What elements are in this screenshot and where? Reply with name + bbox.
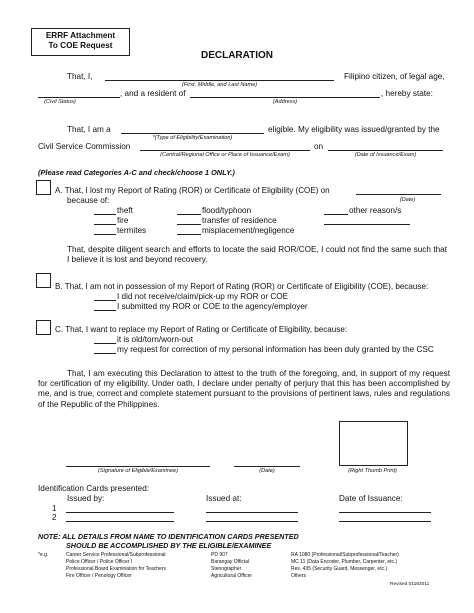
eg-col1-2: Police Officer / Police Officer I (66, 559, 133, 565)
fire-label: fire (117, 216, 129, 225)
correction-label: my request for correction of my personal information has been duly granted by the CSC (117, 345, 434, 354)
not-received-blank[interactable] (94, 300, 116, 301)
option-c-text: C. That, I want to replace my Report of Rating or Certificate of Eligibility, because: (55, 325, 348, 334)
civil-status-field[interactable] (38, 97, 120, 98)
eg-label: *e.g. (38, 552, 49, 558)
eligibility-type-field[interactable] (121, 133, 264, 134)
id-2-issued-at-field[interactable] (206, 521, 298, 522)
name-field[interactable] (105, 80, 334, 81)
option-b-checkbox[interactable] (36, 273, 51, 288)
id-1-date-field[interactable] (339, 512, 431, 513)
old-torn-blank[interactable] (94, 343, 116, 344)
header-line-1: ERRF Attachment (45, 31, 116, 40)
id-2-date-field[interactable] (339, 521, 431, 522)
eg-col2-1: PD 907 (211, 552, 228, 558)
region-caption: (Central/Regional Office or Place of Issuance/Exam) (160, 152, 290, 158)
id-row-1-number: 1 (52, 504, 57, 513)
theft-label: theft (117, 206, 133, 215)
note-line-2: SHOULD BE ACCOMPLISHED BY THE ELIGIBLE/EXAMINEE (66, 541, 272, 550)
issuance-date-caption: (Date of Issuance/Exam) (354, 152, 417, 158)
flood-blank[interactable] (177, 214, 201, 215)
termites-blank[interactable] (94, 234, 116, 235)
misplacement-blank[interactable] (177, 234, 201, 235)
submitted-blank[interactable] (94, 310, 116, 311)
resident-text: , and a resident of (120, 89, 186, 98)
signature-caption: (Signature of Eligible/Examinee) (98, 468, 178, 474)
option-a-date-field[interactable] (356, 194, 441, 195)
eg-col3-1: RA 1080 (Professional/Subprofessional/Teacher) (291, 552, 399, 558)
option-a-date-caption: (Date) (399, 197, 416, 203)
transfer-blank[interactable] (177, 224, 201, 225)
termites-label: termites (117, 226, 147, 235)
signature-date-caption: (Date) (259, 468, 275, 474)
issued-by-label: Issued by: (67, 494, 105, 503)
eg-col1-4: Fire Officer / Penology Officer (66, 573, 132, 579)
flood-label: flood/typhoon (202, 206, 252, 215)
option-a-paragraph: That, despite diligent search and efforts to locate the said ROR/COE, I could not find the same such that I believe it is lost and beyond recovery. (67, 245, 447, 264)
eg-col2-4: Agricultural Officer (211, 573, 253, 579)
eg-col2-3: Stenographer (211, 566, 242, 572)
instruction-text: (Please read Categories A-C and check/choose 1 ONLY.) (38, 168, 235, 177)
name-caption: (First, Middle, and Last Name) (181, 82, 258, 88)
id-1-issued-at-field[interactable] (206, 512, 298, 513)
issuance-date-field[interactable] (328, 150, 443, 151)
address-caption: (Address) (272, 99, 298, 105)
closing-paragraph: That, I am executing this Declaration to attest to the truth of the foregoing, and, in support of my request for certification of my eligibility. Under oath, I declare under penalty of perjury that this has been accomplished by me, and is true, correct and complete statement pursuant to the provisions of pertinent laws, rules and regulations of the Republic of the Philippines. (38, 369, 450, 409)
on-text: on (314, 142, 324, 151)
that-i-text: That, I, (67, 72, 93, 81)
eg-col3-3: Res. 435 (Security Guard, Messenger, etc.) (291, 566, 388, 572)
hereby-text: , hereby state: (381, 89, 433, 98)
correction-blank[interactable] (94, 353, 116, 354)
thumbprint-box (339, 421, 408, 466)
id-row-2-number: 2 (52, 513, 57, 522)
revised-text: Revised 01192011 (390, 582, 430, 587)
issuing-office-field[interactable] (140, 150, 310, 151)
because-text: because of: (67, 196, 110, 205)
eg-col2-2: Barangay Official (211, 559, 249, 565)
option-a-checkbox[interactable] (36, 180, 51, 195)
option-c-checkbox[interactable] (36, 320, 51, 335)
note-line-1: NOTE: ALL DETAILS FROM NAME TO IDENTIFICATION CARDS PRESENTED (38, 532, 299, 541)
other-reason-field[interactable] (324, 224, 410, 225)
csc-text: Civil Service Commission (38, 142, 131, 151)
submitted-label: I submitted my ROR or COE to the agency/employer (117, 302, 308, 311)
that-i-am-text: That, I am a (67, 125, 111, 134)
misplacement-label: misplacement/negligence (202, 226, 295, 235)
address-field[interactable] (190, 97, 380, 98)
filipino-text: Filipino citizen, of legal age, (344, 72, 445, 81)
old-torn-label: it is old/torn/worn-out (117, 335, 193, 344)
eg-col3-4: Others (291, 573, 307, 579)
eligible-text: eligible. My eligibility was issued/granted by the (268, 125, 440, 134)
fire-blank[interactable] (94, 224, 116, 225)
id-cards-label: Identification Cards presented: (38, 484, 150, 493)
not-received-label: I did not receive/claim/pick-up my ROR or COE (117, 292, 289, 301)
page-title: DECLARATION (200, 50, 274, 61)
other-blank[interactable] (324, 214, 348, 215)
thumbprint-caption: (Right Thumb Print) (348, 468, 397, 474)
civil-status-caption: (Civil Status) (44, 99, 76, 105)
option-a-text: A. That, I lost my Report of Rating (ROR) or Certificate of Eligibility (COE) on (55, 186, 330, 195)
transfer-label: transfer of residence (202, 216, 277, 225)
other-label: other reason/s (349, 206, 402, 215)
option-b-text: B. That, I am not in possession of my Report of Rating (ROR) or Certificate of Eligibility (COE), because: (55, 282, 429, 291)
signature-line[interactable] (66, 466, 210, 467)
eg-col3-2: MC 11 (Data Encoder, Plumber, Carpenter, etc.) (291, 559, 398, 565)
header-line-2: To COE Request (48, 41, 113, 50)
id-2-issued-by-field[interactable] (66, 521, 174, 522)
type-caption: *(Type of Eligibility/Examination) (152, 135, 233, 141)
eg-col1-3: Professional Board Examination for Teachers (66, 566, 166, 572)
id-1-issued-by-field[interactable] (66, 512, 174, 513)
issued-at-label: Issued at: (206, 494, 242, 503)
eg-col1-1: Career Service Professional/Subprofessional (66, 552, 166, 558)
signature-date-line[interactable] (234, 466, 300, 467)
date-issuance-label: Date of Issuance: (339, 494, 403, 503)
theft-blank[interactable] (94, 214, 116, 215)
